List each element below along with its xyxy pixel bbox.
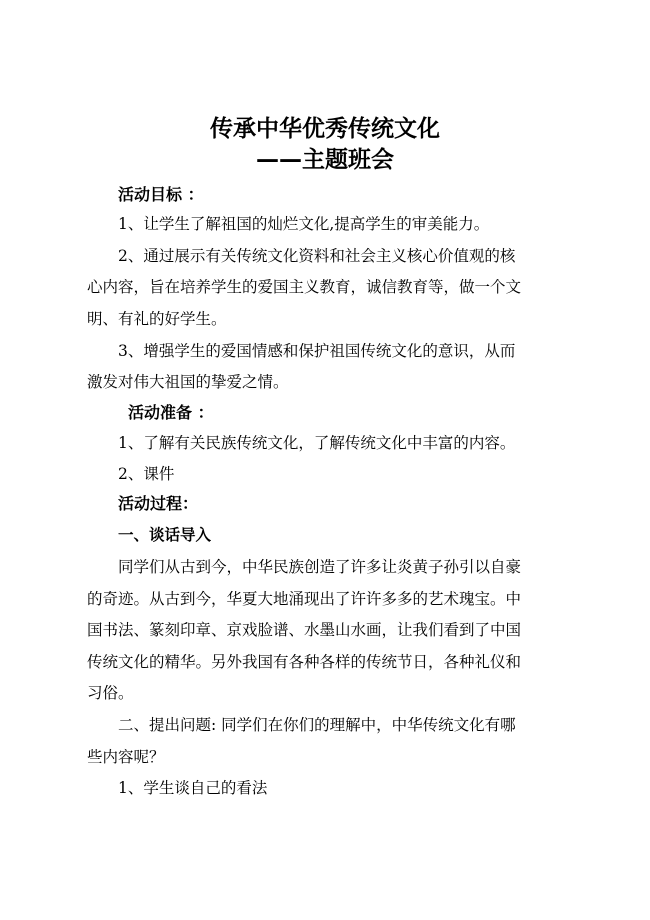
step-1-line-4: 传统文化的精华。另外我国有各种各样的传统节日，各种礼仪和 <box>87 653 522 671</box>
step-1-line-5: 习俗。 <box>87 684 134 702</box>
prep-1: 1、了解有关民族传统文化，了解传统文化中丰富的内容。 <box>118 434 516 452</box>
step-2-line-2: 些内容呢？ <box>87 748 165 766</box>
step-1-line-1: 同学们从古到今，中华民族创造了许多让炎黄子孙引以自豪 <box>118 558 522 576</box>
goal-3-line-2: 激发对伟大祖国的挚爱之情。 <box>87 373 289 391</box>
goal-2-line-3: 明、有礼的好学生。 <box>87 310 227 328</box>
step-1-heading: 一、谈话导入 <box>118 526 212 544</box>
step-2-line-1: 二、提出问题: 同学们在你们的理解中，中华传统文化有哪 <box>118 716 516 734</box>
goal-3-line-1: 3、增强学生的爱国情感和保护祖国传统文化的意识，从而 <box>118 342 516 360</box>
step-2-item-1: 1、学生谈自己的看法 <box>118 779 268 797</box>
document-subtitle: ——主题班会 <box>256 147 394 173</box>
step-1-line-3: 国书法、篆刻印章、京戏脸谱、水墨山水画，让我们看到了中国 <box>87 621 522 639</box>
goal-2-line-2: 心内容，旨在培养学生的爱国主义教育，诚信教育等，做一个文 <box>87 278 522 296</box>
goals-heading: 活动目标 ： <box>118 185 204 204</box>
step-1-line-2: 的奇迹。从古到今，华夏大地涌现出了许许多多的艺术瑰宝。中 <box>87 590 522 608</box>
prep-heading: 活动准备 ： <box>128 403 214 422</box>
goal-2-line-1: 2、通过展示有关传统文化资料和社会主义核心价值观的核 <box>118 247 516 265</box>
process-heading: 活动过程： <box>118 494 199 513</box>
prep-2: 2、课件 <box>118 465 175 483</box>
goal-1: 1、让学生了解祖国的灿烂文化,提高学生的审美能力。 <box>118 215 490 233</box>
document-title: 传承中华优秀传统文化 <box>210 116 440 142</box>
